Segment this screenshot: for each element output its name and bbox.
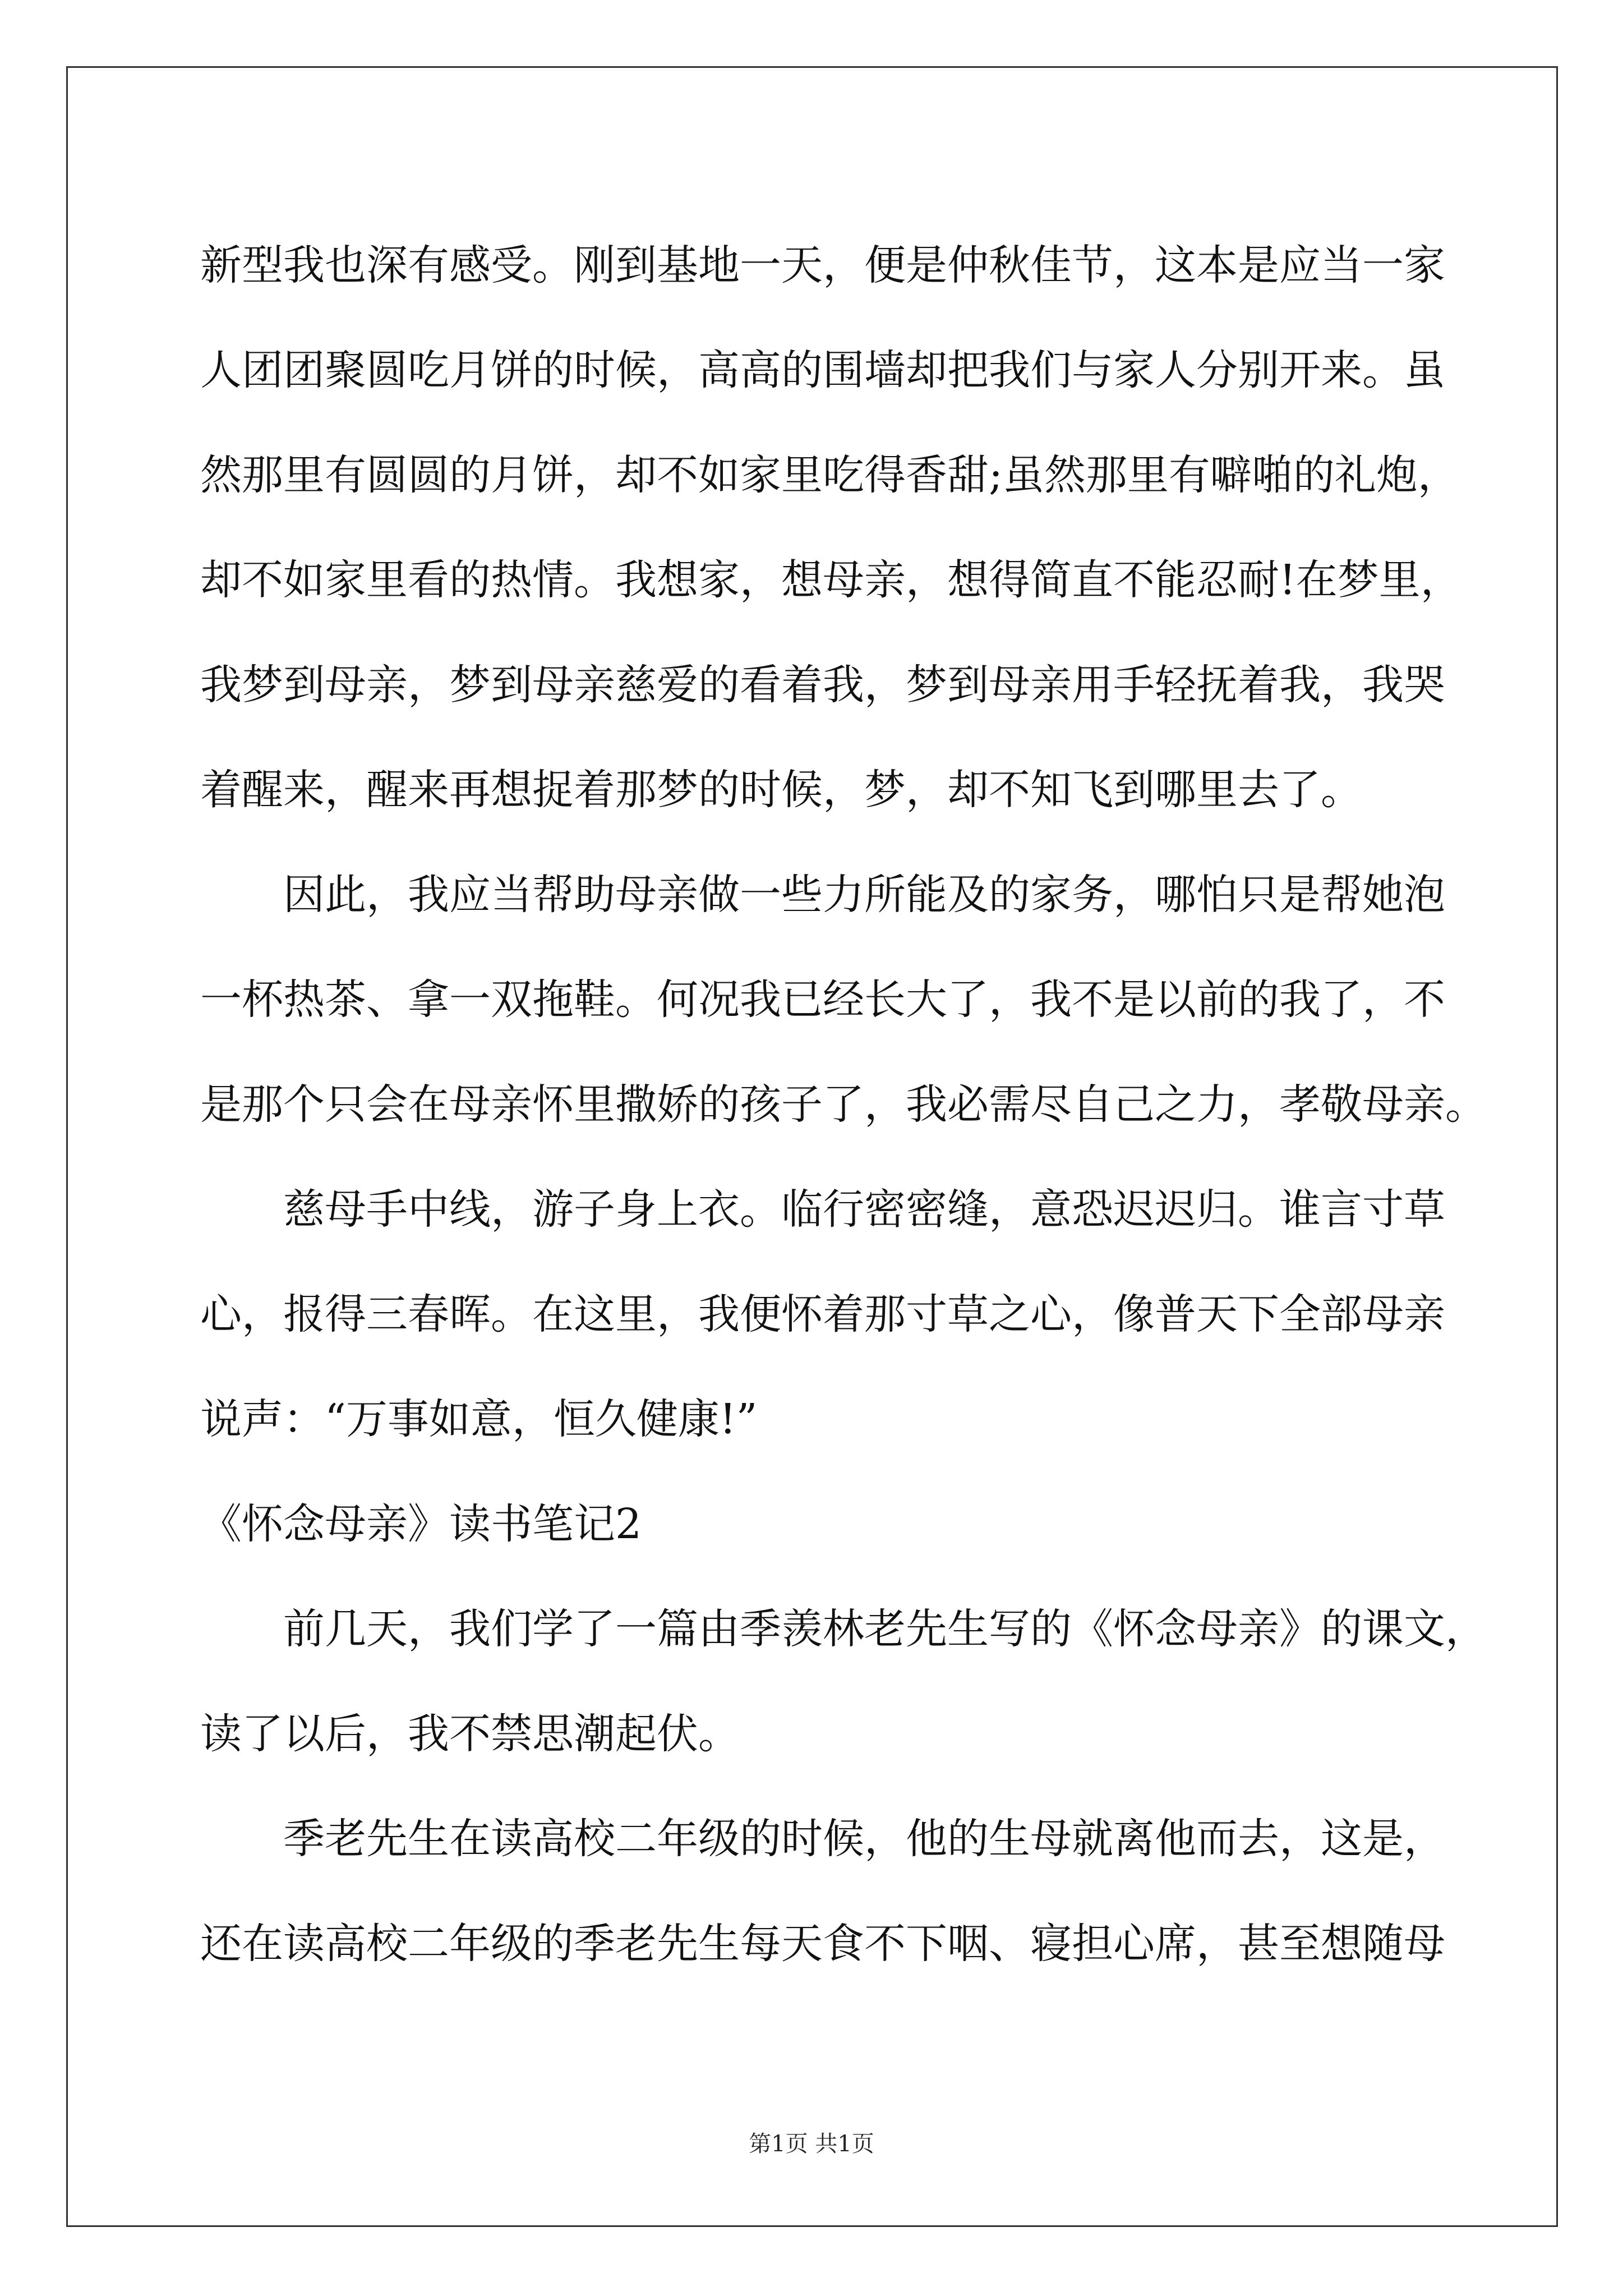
text-line: 然那里有圆圆的月饼，却不如家里吃得香甜;虽然那里有噼啪的礼炮， [200, 451, 1459, 499]
text-line: 是那个只会在母亲怀里撒娇的孩子了，我必需尽自己之力，孝敬母亲。 [200, 1080, 1487, 1129]
text-line: 读了以后，我不禁思潮起伏。 [200, 1710, 740, 1758]
text-line: 人团团聚圆吃月饼的时候，高高的围墙却把我们与家人分别开来。虽 [200, 346, 1445, 394]
text-line: 慈母手中线，游子身上衣。临行密密缝，意恐迟迟归。谁言寸草 [283, 1185, 1445, 1234]
section-heading: 《怀念母亲》读书笔记2 [200, 1500, 642, 1548]
text-line: 前几天，我们学了一篇由季羡林老先生写的《怀念母亲》的课文， [283, 1605, 1487, 1653]
text-line: 新型我也深有感受。刚到基地一天，便是仲秋佳节，这本是应当一家 [200, 241, 1445, 289]
text-line: 说声：“万事如意，恒久健康!” [200, 1395, 758, 1443]
document-body [200, 213, 1487, 1996]
text-line: 季老先生在读高校二年级的时候，他的生母就离他而去，这是， [283, 1815, 1445, 1863]
text-line: 一杯热茶、拿一双拖鞋。何况我已经长大了，我不是以前的我了，不 [200, 976, 1445, 1024]
text-line: 我梦到母亲，梦到母亲慈爱的看着我，梦到母亲用手轻抚着我，我哭 [200, 661, 1445, 709]
text-line: 着醒来，醒来再想捉着那梦的时候，梦，却不知飞到哪里去了。 [200, 766, 1362, 814]
text-line: 却不如家里看的热情。我想家，想母亲，想得简直不能忍耐!在梦里， [200, 556, 1462, 604]
text-line: 还在读高校二年级的季老先生每天食不下咽、寝担心席，甚至想随母 [200, 1920, 1445, 1968]
page-footer: 第1页 共1页 [749, 2131, 874, 2157]
text-line: 心，报得三春晖。在这里，我便怀着那寸草之心，像普天下全部母亲 [200, 1290, 1445, 1338]
text-line: 因此，我应当帮助母亲做一些力所能及的家务，哪怕只是帮她泡 [283, 871, 1445, 919]
